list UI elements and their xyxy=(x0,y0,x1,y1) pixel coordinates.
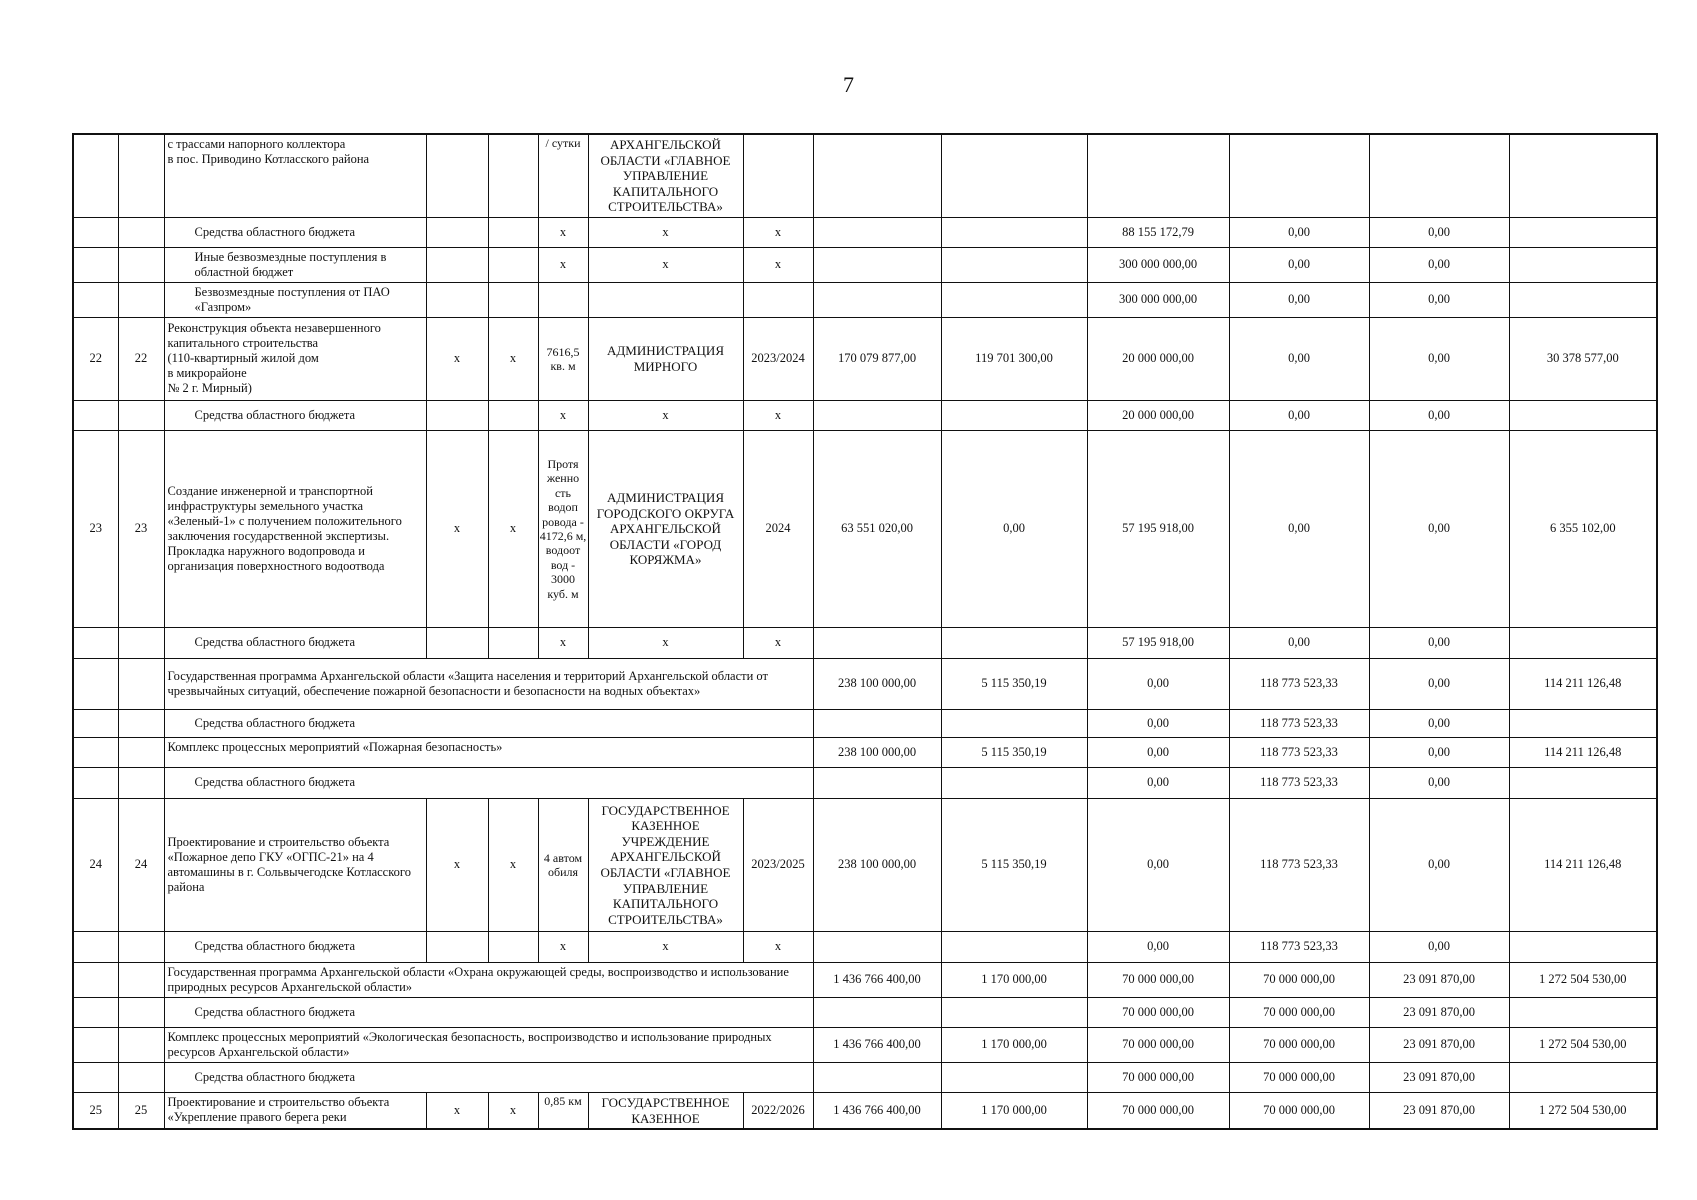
amount-v4 xyxy=(1229,134,1369,217)
col-b: х xyxy=(488,1092,538,1129)
amount-v4: 0,00 xyxy=(1229,217,1369,247)
empty-cell xyxy=(488,931,538,962)
organization: ГОСУДАРСТВЕННОЕ КАЗЕННОЕ xyxy=(588,1092,743,1129)
empty-cell xyxy=(118,217,164,247)
amount-v4: 118 773 523,33 xyxy=(1229,709,1369,737)
amount-v4: 70 000 000,00 xyxy=(1229,1062,1369,1092)
empty-cell xyxy=(118,247,164,282)
object-name: Реконструкция объекта незавершенного капитального строительства (110-квартирный жилой дом в микрорайоне № 2 г. Мирный) xyxy=(164,317,426,400)
empty-cell xyxy=(426,282,488,317)
program-name: Комплекс процессных мероприятий «Пожарная безопасность» xyxy=(164,737,813,767)
amount-v5: 0,00 xyxy=(1369,400,1509,430)
amount-v6 xyxy=(1509,709,1657,737)
table-row-fund xyxy=(73,247,1657,282)
empty-cell xyxy=(73,217,118,247)
table-row-fundwide xyxy=(73,1062,1657,1092)
capacity: х xyxy=(538,627,588,658)
amount-v6 xyxy=(1509,217,1657,247)
amount-v6: 1 272 504 530,00 xyxy=(1509,1027,1657,1062)
empty-cell xyxy=(426,217,488,247)
years xyxy=(743,134,813,217)
empty-cell xyxy=(426,247,488,282)
years: 2024 xyxy=(743,430,813,627)
amount-v3: 0,00 xyxy=(1087,931,1229,962)
amount-v5: 23 091 870,00 xyxy=(1369,997,1509,1027)
amount-v2: 1 170 000,00 xyxy=(941,1092,1087,1129)
amount-v5: 0,00 xyxy=(1369,709,1509,737)
table-row-object xyxy=(73,134,1657,217)
capacity: Протя женно сть водоп ровода - 4172,6 м, водоот вод - 3000 куб. м xyxy=(538,430,588,627)
amount-v5: 23 091 870,00 xyxy=(1369,962,1509,997)
amount-v5: 0,00 xyxy=(1369,217,1509,247)
empty-cell xyxy=(118,400,164,430)
table-row-fund xyxy=(73,931,1657,962)
amount-v4: 70 000 000,00 xyxy=(1229,1092,1369,1129)
fund-source: Безвозмездные поступления от ПАО «Газпром» xyxy=(164,282,426,317)
amount-v2: 1 170 000,00 xyxy=(941,962,1087,997)
amount-v5: 23 091 870,00 xyxy=(1369,1062,1509,1092)
amount-v1 xyxy=(813,931,941,962)
amount-v5: 0,00 xyxy=(1369,798,1509,931)
amount-v4: 0,00 xyxy=(1229,627,1369,658)
table-row-fund xyxy=(73,400,1657,430)
organization: ГОСУДАРСТВЕННОЕ КАЗЕННОЕ УЧРЕЖДЕНИЕ АРХАНГЕЛЬСКОЙ ОБЛАСТИ «ГЛАВНОЕ УПРАВЛЕНИЕ КАПИТАЛЬНОГО СТРОИТЕЛЬСТВА» xyxy=(588,798,743,931)
amount-v1: 1 436 766 400,00 xyxy=(813,1027,941,1062)
table-row-fund xyxy=(73,217,1657,247)
amount-v2: 119 701 300,00 xyxy=(941,317,1087,400)
row-number xyxy=(73,134,118,217)
col-a: х xyxy=(426,317,488,400)
fund-source: Средства областного бюджета xyxy=(164,627,426,658)
empty-cell xyxy=(118,282,164,317)
empty-cell xyxy=(73,627,118,658)
empty-cell xyxy=(118,997,164,1027)
amount-v3: 0,00 xyxy=(1087,767,1229,798)
amount-v6 xyxy=(1509,997,1657,1027)
amount-v1 xyxy=(813,400,941,430)
empty-cell xyxy=(73,931,118,962)
capacity: 4 автом обиля xyxy=(538,798,588,931)
amount-v2: 5 115 350,19 xyxy=(941,798,1087,931)
object-name: Создание инженерной и транспортной инфраструктуры земельного участка «Зеленый-1» с получением положительного заключения государственной экспертизы. Прокладка наружного водопровода и организация поверхностного водоотвода xyxy=(164,430,426,627)
object-number: 24 xyxy=(118,798,164,931)
amount-v4: 70 000 000,00 xyxy=(1229,1027,1369,1062)
organization: АРХАНГЕЛЬСКОЙ ОБЛАСТИ «ГЛАВНОЕ УПРАВЛЕНИЕ КАПИТАЛЬНОГО СТРОИТЕЛЬСТВА» xyxy=(588,134,743,217)
amount-v3: 20 000 000,00 xyxy=(1087,317,1229,400)
object-number: 23 xyxy=(118,430,164,627)
table-row-fund xyxy=(73,282,1657,317)
organization xyxy=(588,282,743,317)
years: 2022/2026 xyxy=(743,1092,813,1129)
col-a xyxy=(426,134,488,217)
amount-v3: 88 155 172,79 xyxy=(1087,217,1229,247)
empty-cell xyxy=(488,282,538,317)
table-row-fundwide xyxy=(73,767,1657,798)
amount-v1 xyxy=(813,282,941,317)
amount-v2 xyxy=(941,709,1087,737)
empty-cell xyxy=(488,217,538,247)
fund-source: Средства областного бюджета xyxy=(164,709,813,737)
years: х xyxy=(743,247,813,282)
program-name: Государственная программа Архангельской области «Защита населения и территорий Архангельской области от чрезвычайных ситуаций, обеспечение пожарной безопасности и безопасности на водных объектах» xyxy=(164,658,813,709)
table-row-program xyxy=(73,1027,1657,1062)
col-b: х xyxy=(488,430,538,627)
years xyxy=(743,282,813,317)
amount-v5: 0,00 xyxy=(1369,658,1509,709)
empty-cell xyxy=(488,627,538,658)
amount-v6: 1 272 504 530,00 xyxy=(1509,962,1657,997)
amount-v5: 23 091 870,00 xyxy=(1369,1027,1509,1062)
empty-cell xyxy=(118,962,164,997)
capacity: х xyxy=(538,217,588,247)
amount-v3: 300 000 000,00 xyxy=(1087,247,1229,282)
empty-cell xyxy=(73,400,118,430)
capacity: 7616,5 кв. м xyxy=(538,317,588,400)
fund-source: Средства областного бюджета xyxy=(164,400,426,430)
page-number: 7 xyxy=(843,72,854,97)
amount-v6: 114 211 126,48 xyxy=(1509,658,1657,709)
fund-source: Средства областного бюджета xyxy=(164,217,426,247)
amount-v1: 238 100 000,00 xyxy=(813,737,941,767)
amount-v4: 0,00 xyxy=(1229,317,1369,400)
empty-cell xyxy=(488,400,538,430)
col-a: х xyxy=(426,798,488,931)
empty-cell xyxy=(73,767,118,798)
amount-v6 xyxy=(1509,400,1657,430)
capacity: / сутки xyxy=(538,134,588,217)
years: 2023/2025 xyxy=(743,798,813,931)
empty-cell xyxy=(118,1027,164,1062)
amount-v5: 23 091 870,00 xyxy=(1369,1092,1509,1129)
col-b xyxy=(488,134,538,217)
amount-v1: 238 100 000,00 xyxy=(813,658,941,709)
amount-v2: 1 170 000,00 xyxy=(941,1027,1087,1062)
empty-cell xyxy=(426,400,488,430)
table-row-fund xyxy=(73,627,1657,658)
object-name: Проектирование и строительство объекта «Пожарное депо ГКУ «ОГПС-21» на 4 автомашины в г. Сольвычегодске Котласского района xyxy=(164,798,426,931)
row-number: 25 xyxy=(73,1092,118,1129)
amount-v3: 70 000 000,00 xyxy=(1087,997,1229,1027)
fund-source: Средства областного бюджета xyxy=(164,931,426,962)
amount-v5: 0,00 xyxy=(1369,627,1509,658)
empty-cell xyxy=(73,737,118,767)
object-name: Проектирование и строительство объекта «Укрепление правого берега реки xyxy=(164,1092,426,1129)
row-number: 23 xyxy=(73,430,118,627)
amount-v6 xyxy=(1509,931,1657,962)
object-name: с трассами напорного коллектора в пос. Приводино Котласского района xyxy=(164,134,426,217)
col-a: х xyxy=(426,430,488,627)
amount-v3: 0,00 xyxy=(1087,737,1229,767)
years: х xyxy=(743,217,813,247)
amount-v2 xyxy=(941,997,1087,1027)
amount-v4: 118 773 523,33 xyxy=(1229,767,1369,798)
empty-cell xyxy=(118,709,164,737)
organization: х xyxy=(588,931,743,962)
amount-v3: 57 195 918,00 xyxy=(1087,430,1229,627)
empty-cell xyxy=(426,627,488,658)
amount-v6: 114 211 126,48 xyxy=(1509,737,1657,767)
amount-v4: 118 773 523,33 xyxy=(1229,737,1369,767)
empty-cell xyxy=(488,247,538,282)
amount-v2 xyxy=(941,627,1087,658)
capacity: 0,85 км xyxy=(538,1092,588,1129)
col-b: х xyxy=(488,317,538,400)
fund-source: Средства областного бюджета xyxy=(164,767,813,798)
capacity: х xyxy=(538,400,588,430)
amount-v1: 238 100 000,00 xyxy=(813,798,941,931)
amount-v5 xyxy=(1369,134,1509,217)
empty-cell xyxy=(73,1062,118,1092)
amount-v5: 0,00 xyxy=(1369,767,1509,798)
table-row-object xyxy=(73,798,1657,931)
empty-cell xyxy=(73,1027,118,1062)
amount-v6: 6 355 102,00 xyxy=(1509,430,1657,627)
capacity: х xyxy=(538,931,588,962)
amount-v3 xyxy=(1087,134,1229,217)
empty-cell xyxy=(73,247,118,282)
amount-v3: 70 000 000,00 xyxy=(1087,1062,1229,1092)
table-row-program xyxy=(73,737,1657,767)
amount-v3: 57 195 918,00 xyxy=(1087,627,1229,658)
empty-cell xyxy=(118,931,164,962)
empty-cell xyxy=(426,931,488,962)
amount-v1 xyxy=(813,709,941,737)
amount-v6 xyxy=(1509,627,1657,658)
amount-v1 xyxy=(813,1062,941,1092)
amount-v1: 170 079 877,00 xyxy=(813,317,941,400)
table-row-fundwide xyxy=(73,709,1657,737)
amount-v1: 1 436 766 400,00 xyxy=(813,1092,941,1129)
amount-v4: 0,00 xyxy=(1229,400,1369,430)
amount-v6 xyxy=(1509,282,1657,317)
empty-cell xyxy=(118,627,164,658)
empty-cell xyxy=(118,737,164,767)
organization: х xyxy=(588,400,743,430)
amount-v2: 5 115 350,19 xyxy=(941,658,1087,709)
table-row-fundwide xyxy=(73,997,1657,1027)
amount-v3: 20 000 000,00 xyxy=(1087,400,1229,430)
amount-v5: 0,00 xyxy=(1369,430,1509,627)
amount-v4: 70 000 000,00 xyxy=(1229,997,1369,1027)
years: х xyxy=(743,400,813,430)
amount-v6: 114 211 126,48 xyxy=(1509,798,1657,931)
amount-v4: 70 000 000,00 xyxy=(1229,962,1369,997)
table-row-program xyxy=(73,962,1657,997)
amount-v2 xyxy=(941,931,1087,962)
amount-v6 xyxy=(1509,767,1657,798)
empty-cell xyxy=(73,282,118,317)
amount-v4: 0,00 xyxy=(1229,430,1369,627)
empty-cell xyxy=(73,709,118,737)
organization: АДМИНИСТРАЦИЯ МИРНОГО xyxy=(588,317,743,400)
empty-cell xyxy=(73,658,118,709)
amount-v1 xyxy=(813,247,941,282)
capacity xyxy=(538,282,588,317)
organization: х xyxy=(588,627,743,658)
amount-v2 xyxy=(941,400,1087,430)
amount-v3: 70 000 000,00 xyxy=(1087,962,1229,997)
years: х xyxy=(743,627,813,658)
amount-v2: 0,00 xyxy=(941,430,1087,627)
organization: х xyxy=(588,247,743,282)
amount-v3: 300 000 000,00 xyxy=(1087,282,1229,317)
program-name: Комплекс процессных мероприятий «Экологическая безопасность, воспроизводство и использование природных ресурсов Архангельской области» xyxy=(164,1027,813,1062)
amount-v1 xyxy=(813,627,941,658)
amount-v3: 70 000 000,00 xyxy=(1087,1027,1229,1062)
amount-v3: 70 000 000,00 xyxy=(1087,1092,1229,1129)
amount-v4: 0,00 xyxy=(1229,247,1369,282)
table-row-object xyxy=(73,430,1657,627)
amount-v4: 118 773 523,33 xyxy=(1229,658,1369,709)
object-number: 25 xyxy=(118,1092,164,1129)
fund-source: Средства областного бюджета xyxy=(164,1062,813,1092)
amount-v2 xyxy=(941,217,1087,247)
amount-v4: 0,00 xyxy=(1229,282,1369,317)
fund-source: Иные безвозмездные поступления в областной бюджет xyxy=(164,247,426,282)
amount-v2 xyxy=(941,282,1087,317)
empty-cell xyxy=(118,658,164,709)
amount-v6: 30 378 577,00 xyxy=(1509,317,1657,400)
amount-v1 xyxy=(813,997,941,1027)
amount-v2 xyxy=(941,767,1087,798)
col-a: х xyxy=(426,1092,488,1129)
amount-v3: 0,00 xyxy=(1087,798,1229,931)
amount-v3: 0,00 xyxy=(1087,709,1229,737)
amount-v4: 118 773 523,33 xyxy=(1229,798,1369,931)
years: х xyxy=(743,931,813,962)
empty-cell xyxy=(118,1062,164,1092)
amount-v1: 63 551 020,00 xyxy=(813,430,941,627)
table-row-program xyxy=(73,658,1657,709)
amount-v5: 0,00 xyxy=(1369,737,1509,767)
empty-cell xyxy=(73,962,118,997)
empty-cell xyxy=(73,997,118,1027)
empty-cell xyxy=(118,767,164,798)
table-row-object xyxy=(73,317,1657,400)
amount-v5: 0,00 xyxy=(1369,282,1509,317)
organization: АДМИНИСТРАЦИЯ ГОРОДСКОГО ОКРУГА АРХАНГЕЛЬСКОЙ ОБЛАСТИ «ГОРОД КОРЯЖМА» xyxy=(588,430,743,627)
amount-v6 xyxy=(1509,134,1657,217)
budget-table xyxy=(72,133,1658,1130)
amount-v2 xyxy=(941,134,1087,217)
row-number: 22 xyxy=(73,317,118,400)
amount-v1 xyxy=(813,134,941,217)
amount-v6 xyxy=(1509,247,1657,282)
amount-v6 xyxy=(1509,1062,1657,1092)
program-name: Государственная программа Архангельской области «Охрана окружающей среды, воспроизводство и использование природных ресурсов Архангельской области» xyxy=(164,962,813,997)
col-b: х xyxy=(488,798,538,931)
amount-v5: 0,00 xyxy=(1369,931,1509,962)
amount-v1: 1 436 766 400,00 xyxy=(813,962,941,997)
amount-v5: 0,00 xyxy=(1369,317,1509,400)
years: 2023/2024 xyxy=(743,317,813,400)
object-number xyxy=(118,134,164,217)
table-row-object xyxy=(73,1092,1657,1129)
amount-v6: 1 272 504 530,00 xyxy=(1509,1092,1657,1129)
amount-v1 xyxy=(813,767,941,798)
amount-v5: 0,00 xyxy=(1369,247,1509,282)
amount-v2 xyxy=(941,247,1087,282)
row-number: 24 xyxy=(73,798,118,931)
amount-v4: 118 773 523,33 xyxy=(1229,931,1369,962)
object-number: 22 xyxy=(118,317,164,400)
amount-v1 xyxy=(813,217,941,247)
amount-v2: 5 115 350,19 xyxy=(941,737,1087,767)
organization: х xyxy=(588,217,743,247)
amount-v2 xyxy=(941,1062,1087,1092)
amount-v3: 0,00 xyxy=(1087,658,1229,709)
fund-source: Средства областного бюджета xyxy=(164,997,813,1027)
capacity: х xyxy=(538,247,588,282)
